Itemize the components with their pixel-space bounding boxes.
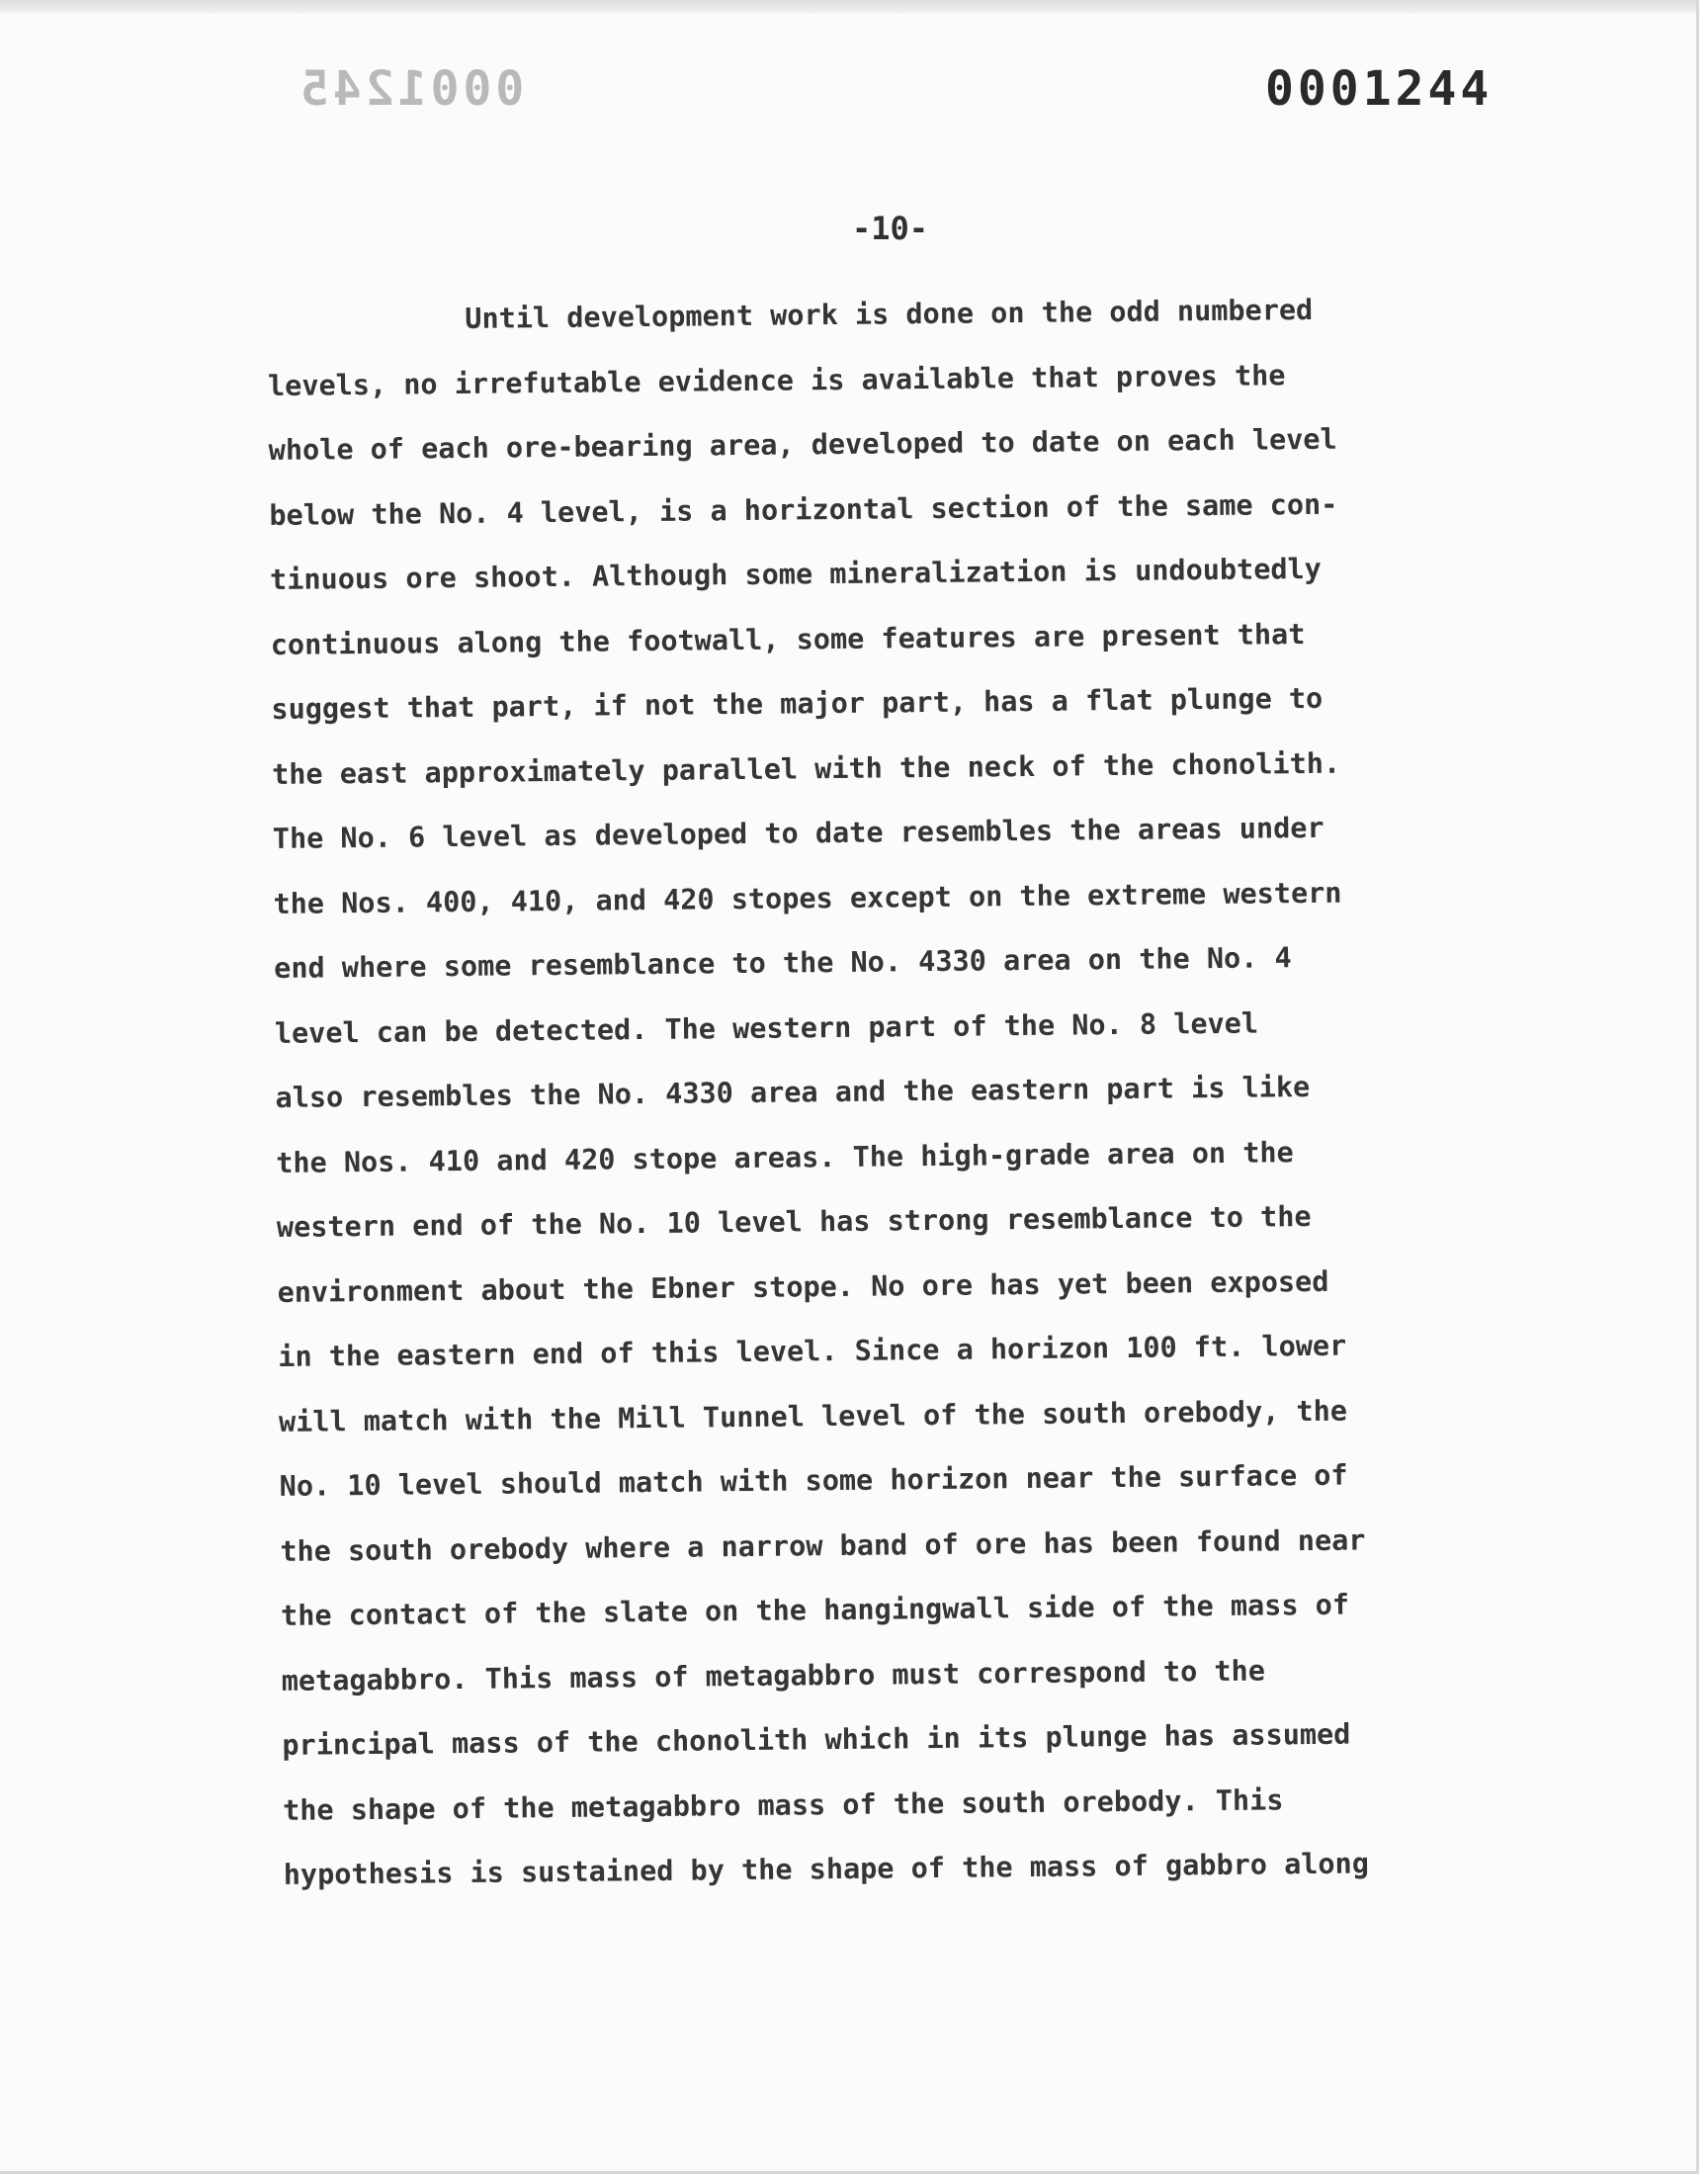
text-line: tinuous ore shoot. Although some mineralization is undoubtedly [269, 552, 1323, 596]
text-line: also resembles the No. 4330 area and the eastern part is like [275, 1070, 1311, 1114]
text-line: in the eastern end of this level. Since a horizon 100 ft. lower [278, 1329, 1347, 1373]
text-line: the Nos. 400, 410, and 420 stopes except on the extreme western [273, 876, 1342, 920]
text-line: The No. 6 level as developed to date resembles the areas under [272, 811, 1324, 855]
text-line: metagabbro. This mass of metagabbro must correspond to the [281, 1654, 1266, 1697]
document-control-number: 0001244 [1265, 61, 1494, 117]
text-line: the shape of the metagabbro mass of the south orebody. This [282, 1783, 1284, 1827]
text-line: Until development work is done on the odd numbered [465, 293, 1314, 335]
text-line: the east approximately parallel with the neck of the chonolith. [271, 746, 1341, 791]
text-line: level can be detected. The western part of the No. 8 level [274, 1006, 1259, 1050]
text-line: the Nos. 410 and 420 stope areas. The high-grade area on the [276, 1135, 1294, 1179]
text-line: will match with the Mill Tunnel level of the south orebody, the [278, 1394, 1348, 1438]
text-line: suggest that part, if not the major part, has a flat plunge to [271, 681, 1324, 726]
mirrored-bleed-through-stamp: 0001245 [297, 61, 525, 117]
text-line: below the No. 4 level, is a horizontal section of the same con- [269, 487, 1338, 532]
body-paragraph [267, 275, 1598, 1907]
text-line: western end of the No. 10 level has strong resemblance to the [276, 1199, 1312, 1244]
text-line: the contact of the slate on the hangingwall side of the mass of [280, 1588, 1350, 1632]
text-line: hypothesis is sustained by the shape of the mass of gabbro along [283, 1847, 1370, 1891]
text-line: principal mass of the chonolith which in its plunge has assumed [282, 1717, 1351, 1762]
text-line: environment about the Ebner stope. No ore has yet been exposed [277, 1264, 1329, 1309]
page-number: -10- [852, 210, 929, 247]
scan-top-edge [0, 0, 1696, 14]
text-line: the south orebody where a narrow band of ore has been found near [280, 1522, 1366, 1568]
text-line: end where some resemblance to the No. 4330 area on the No. 4 [274, 941, 1292, 985]
text-line: No. 10 level should match with some horizon near the surface of [279, 1458, 1348, 1503]
text-line: whole of each ore-bearing area, developed to date on each level [268, 422, 1337, 467]
text-line: levels, no irrefutable evidence is available that proves the [267, 358, 1286, 402]
text-line: continuous along the footwall, some features are present that [270, 617, 1306, 661]
